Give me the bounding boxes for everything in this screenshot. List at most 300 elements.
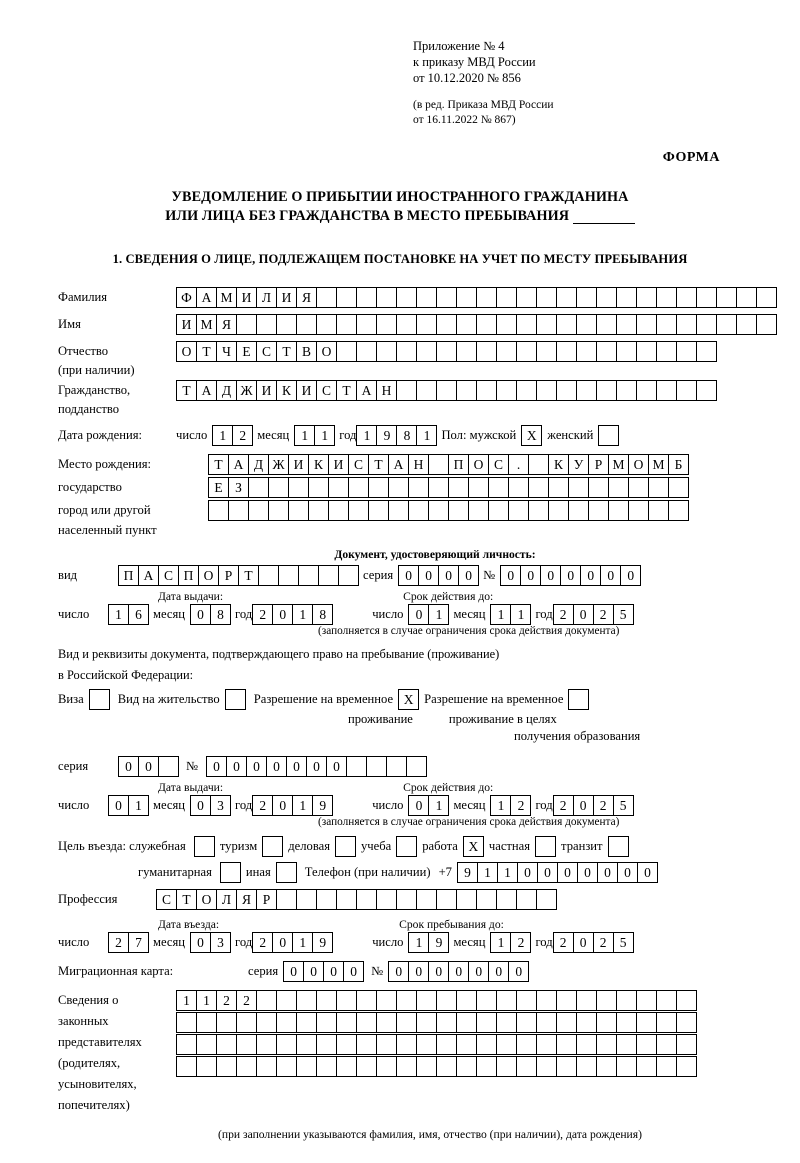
cell[interactable]: 2 xyxy=(216,990,237,1011)
cell[interactable]: С xyxy=(156,889,177,910)
id-type-input[interactable] xyxy=(118,565,358,586)
cell[interactable] xyxy=(648,500,669,521)
cell[interactable] xyxy=(216,1012,237,1033)
cell[interactable]: 1 xyxy=(428,604,449,625)
cell[interactable] xyxy=(176,1056,197,1077)
cell[interactable]: А xyxy=(356,380,377,401)
purpose-private-checkbox[interactable] xyxy=(535,836,556,857)
cell[interactable] xyxy=(416,889,437,910)
cell[interactable]: С xyxy=(158,565,179,586)
cell[interactable] xyxy=(636,1012,657,1033)
cell[interactable]: 0 xyxy=(190,604,211,625)
cell[interactable] xyxy=(616,1012,637,1033)
id-valid-year-input[interactable] xyxy=(553,604,633,625)
cell[interactable] xyxy=(516,287,537,308)
cell[interactable]: Я xyxy=(236,889,257,910)
cell[interactable] xyxy=(616,341,637,362)
cell[interactable]: 2 xyxy=(553,795,574,816)
cell[interactable] xyxy=(656,287,677,308)
cell[interactable]: 0 xyxy=(500,565,521,586)
cell[interactable]: 0 xyxy=(537,862,558,883)
sex-female-checkbox[interactable] xyxy=(598,425,619,446)
cell[interactable] xyxy=(376,990,397,1011)
cell[interactable] xyxy=(448,500,469,521)
cell[interactable] xyxy=(476,1012,497,1033)
cell[interactable] xyxy=(256,1012,277,1033)
cell[interactable] xyxy=(656,1056,677,1077)
cell[interactable]: В xyxy=(296,341,317,362)
cell[interactable]: Ч xyxy=(216,341,237,362)
cell[interactable]: 0 xyxy=(326,756,347,777)
cell[interactable] xyxy=(508,500,529,521)
purpose-study-checkbox[interactable] xyxy=(396,836,417,857)
id-issue-year-input[interactable] xyxy=(252,604,332,625)
cell[interactable]: 0 xyxy=(323,961,344,982)
entry-year-input[interactable] xyxy=(252,932,332,953)
cell[interactable] xyxy=(356,1012,377,1033)
cell[interactable]: 0 xyxy=(226,756,247,777)
cell[interactable] xyxy=(556,1034,577,1055)
cell[interactable] xyxy=(656,1034,677,1055)
permit-valid-month-input[interactable] xyxy=(490,795,530,816)
cell[interactable]: А xyxy=(388,454,409,475)
cell[interactable] xyxy=(356,287,377,308)
cell[interactable]: 7 xyxy=(128,932,149,953)
migration-series-input[interactable] xyxy=(283,961,363,982)
cell[interactable]: 0 xyxy=(108,795,129,816)
cell[interactable]: 0 xyxy=(408,795,429,816)
cell[interactable] xyxy=(536,990,557,1011)
cell[interactable]: 6 xyxy=(128,604,149,625)
cell[interactable] xyxy=(476,990,497,1011)
cell[interactable]: И xyxy=(296,380,317,401)
name-input[interactable] xyxy=(176,314,776,335)
cell[interactable] xyxy=(328,477,349,498)
cell[interactable] xyxy=(676,990,697,1011)
cell[interactable] xyxy=(456,287,477,308)
cell[interactable]: 3 xyxy=(210,932,231,953)
cell[interactable]: 1 xyxy=(294,425,315,446)
cell[interactable]: 5 xyxy=(613,795,634,816)
cell[interactable] xyxy=(656,314,677,335)
cell[interactable] xyxy=(528,454,549,475)
cell[interactable]: 0 xyxy=(573,604,594,625)
cell[interactable] xyxy=(428,500,449,521)
cell[interactable]: 8 xyxy=(312,604,333,625)
cell[interactable] xyxy=(596,380,617,401)
cell[interactable]: А xyxy=(196,287,217,308)
cell[interactable]: 0 xyxy=(458,565,479,586)
cell[interactable] xyxy=(456,1012,477,1033)
cell[interactable] xyxy=(496,889,517,910)
cell[interactable] xyxy=(528,500,549,521)
cell[interactable]: 0 xyxy=(190,932,211,953)
cell[interactable] xyxy=(316,314,337,335)
cell[interactable]: Ж xyxy=(268,454,289,475)
cell[interactable] xyxy=(376,314,397,335)
cell[interactable]: 0 xyxy=(520,565,541,586)
cell[interactable] xyxy=(476,314,497,335)
cell[interactable] xyxy=(596,1056,617,1077)
cell[interactable]: 2 xyxy=(510,932,531,953)
stay-month-input[interactable] xyxy=(490,932,530,953)
cell[interactable] xyxy=(756,314,777,335)
cell[interactable] xyxy=(316,287,337,308)
cell[interactable]: О xyxy=(628,454,649,475)
cell[interactable] xyxy=(456,314,477,335)
cell[interactable]: У xyxy=(568,454,589,475)
cell[interactable] xyxy=(336,889,357,910)
cell[interactable] xyxy=(576,1012,597,1033)
cell[interactable] xyxy=(176,1034,197,1055)
cell[interactable] xyxy=(346,756,367,777)
cell[interactable] xyxy=(516,341,537,362)
cell[interactable]: Ж xyxy=(236,380,257,401)
cell[interactable] xyxy=(536,380,557,401)
surname-input[interactable] xyxy=(176,287,776,308)
cell[interactable] xyxy=(298,565,319,586)
cell[interactable] xyxy=(278,565,299,586)
cell[interactable] xyxy=(356,341,377,362)
cell[interactable]: 0 xyxy=(448,961,469,982)
cell[interactable]: 2 xyxy=(553,932,574,953)
cell[interactable] xyxy=(318,565,339,586)
cell[interactable]: 0 xyxy=(573,932,594,953)
cell[interactable]: А xyxy=(196,380,217,401)
cell[interactable] xyxy=(556,1056,577,1077)
cell[interactable]: О xyxy=(176,341,197,362)
cell[interactable] xyxy=(296,889,317,910)
cell[interactable]: 0 xyxy=(398,565,419,586)
cell[interactable]: 9 xyxy=(376,425,397,446)
cell[interactable] xyxy=(456,990,477,1011)
cell[interactable] xyxy=(296,1034,317,1055)
cell[interactable] xyxy=(536,889,557,910)
cell[interactable]: 2 xyxy=(252,604,273,625)
cell[interactable] xyxy=(356,990,377,1011)
cell[interactable] xyxy=(468,500,489,521)
cell[interactable] xyxy=(588,477,609,498)
cell[interactable] xyxy=(576,1056,597,1077)
cell[interactable] xyxy=(516,990,537,1011)
cell[interactable] xyxy=(636,1056,657,1077)
profession-input[interactable] xyxy=(156,889,556,910)
cell[interactable] xyxy=(576,341,597,362)
cell[interactable] xyxy=(436,380,457,401)
cell[interactable]: Т xyxy=(336,380,357,401)
cell[interactable]: 1 xyxy=(292,604,313,625)
cell[interactable] xyxy=(616,287,637,308)
cell[interactable]: Д xyxy=(248,454,269,475)
cell[interactable] xyxy=(388,477,409,498)
cell[interactable] xyxy=(396,314,417,335)
cell[interactable] xyxy=(308,477,329,498)
cell[interactable] xyxy=(636,314,657,335)
cell[interactable]: К xyxy=(308,454,329,475)
cell[interactable]: 0 xyxy=(637,862,658,883)
cell[interactable]: Ф xyxy=(176,287,197,308)
cell[interactable] xyxy=(476,1056,497,1077)
cell[interactable]: 2 xyxy=(593,795,614,816)
cell[interactable] xyxy=(656,1012,677,1033)
cell[interactable] xyxy=(196,1056,217,1077)
cell[interactable] xyxy=(396,889,417,910)
cell[interactable]: 0 xyxy=(272,795,293,816)
cell[interactable] xyxy=(656,380,677,401)
cell[interactable] xyxy=(408,500,429,521)
cell[interactable]: 0 xyxy=(488,961,509,982)
cell[interactable]: Я xyxy=(216,314,237,335)
birth-place-locality-input[interactable] xyxy=(208,500,688,521)
cell[interactable] xyxy=(756,287,777,308)
cell[interactable] xyxy=(556,314,577,335)
cell[interactable] xyxy=(508,477,529,498)
cell[interactable] xyxy=(696,380,717,401)
cell[interactable] xyxy=(396,1012,417,1033)
cell[interactable]: Б xyxy=(668,454,689,475)
cell[interactable] xyxy=(536,1056,557,1077)
cell[interactable] xyxy=(476,380,497,401)
cell[interactable]: С xyxy=(256,341,277,362)
cell[interactable] xyxy=(256,990,277,1011)
cell[interactable] xyxy=(496,314,517,335)
cell[interactable]: С xyxy=(316,380,337,401)
cell[interactable] xyxy=(416,990,437,1011)
cell[interactable] xyxy=(396,1056,417,1077)
cell[interactable]: С xyxy=(488,454,509,475)
cell[interactable] xyxy=(576,990,597,1011)
cell[interactable] xyxy=(616,1056,637,1077)
cell[interactable]: 0 xyxy=(557,862,578,883)
stay-day-input[interactable] xyxy=(408,932,448,953)
cell[interactable] xyxy=(276,1012,297,1033)
cell[interactable]: 0 xyxy=(408,961,429,982)
cell[interactable] xyxy=(258,565,279,586)
cell[interactable] xyxy=(336,314,357,335)
cell[interactable] xyxy=(628,477,649,498)
cell[interactable] xyxy=(676,380,697,401)
cell[interactable] xyxy=(616,380,637,401)
cell[interactable] xyxy=(328,500,349,521)
cell[interactable]: К xyxy=(548,454,569,475)
cell[interactable]: 0 xyxy=(303,961,324,982)
cell[interactable]: О xyxy=(196,889,217,910)
cell[interactable]: 0 xyxy=(418,565,439,586)
cell[interactable]: 0 xyxy=(118,756,139,777)
cell[interactable] xyxy=(596,287,617,308)
cell[interactable]: Т xyxy=(176,380,197,401)
cell[interactable]: И xyxy=(288,454,309,475)
cell[interactable] xyxy=(336,1056,357,1077)
cell[interactable] xyxy=(236,314,257,335)
temp-residence-checkbox[interactable]: X xyxy=(398,689,419,710)
cell[interactable] xyxy=(396,1034,417,1055)
cell[interactable]: 0 xyxy=(428,961,449,982)
cell[interactable]: 1 xyxy=(196,990,217,1011)
cell[interactable]: П xyxy=(178,565,199,586)
cell[interactable] xyxy=(268,477,289,498)
legal-rep-row-1[interactable] xyxy=(176,990,696,1011)
cell[interactable]: И xyxy=(176,314,197,335)
cell[interactable] xyxy=(536,341,557,362)
cell[interactable] xyxy=(388,500,409,521)
cell[interactable] xyxy=(536,1012,557,1033)
purpose-transit-checkbox[interactable] xyxy=(608,836,629,857)
cell[interactable] xyxy=(236,1012,257,1033)
cell[interactable]: Т xyxy=(208,454,229,475)
cell[interactable] xyxy=(516,1056,537,1077)
cell[interactable] xyxy=(496,1012,517,1033)
cell[interactable] xyxy=(316,889,337,910)
birth-year-input[interactable] xyxy=(356,425,436,446)
cell[interactable] xyxy=(436,1056,457,1077)
cell[interactable] xyxy=(548,477,569,498)
cell[interactable] xyxy=(496,341,517,362)
cell[interactable]: 9 xyxy=(457,862,478,883)
cell[interactable] xyxy=(356,1056,377,1077)
cell[interactable]: О xyxy=(468,454,489,475)
cell[interactable] xyxy=(568,500,589,521)
cell[interactable] xyxy=(416,1034,437,1055)
cell[interactable]: Р xyxy=(218,565,239,586)
cell[interactable] xyxy=(196,1034,217,1055)
cell[interactable] xyxy=(296,314,317,335)
cell[interactable] xyxy=(456,1034,477,1055)
cell[interactable] xyxy=(256,1056,277,1077)
cell[interactable]: К xyxy=(276,380,297,401)
cell[interactable] xyxy=(456,889,477,910)
cell[interactable] xyxy=(576,287,597,308)
cell[interactable]: 1 xyxy=(108,604,129,625)
cell[interactable] xyxy=(568,477,589,498)
cell[interactable]: 0 xyxy=(577,862,598,883)
cell[interactable] xyxy=(376,341,397,362)
cell[interactable]: 5 xyxy=(613,932,634,953)
id-number-input[interactable] xyxy=(500,565,640,586)
birth-place-city-input[interactable] xyxy=(208,477,688,498)
cell[interactable] xyxy=(316,1034,337,1055)
cell[interactable]: 1 xyxy=(477,862,498,883)
cell[interactable] xyxy=(196,1012,217,1033)
cell[interactable] xyxy=(516,380,537,401)
cell[interactable] xyxy=(668,500,689,521)
cell[interactable] xyxy=(696,341,717,362)
cell[interactable] xyxy=(158,756,179,777)
cell[interactable] xyxy=(436,341,457,362)
cell[interactable]: 0 xyxy=(573,795,594,816)
cell[interactable] xyxy=(528,477,549,498)
cell[interactable] xyxy=(348,500,369,521)
cell[interactable] xyxy=(616,1034,637,1055)
cell[interactable] xyxy=(556,990,577,1011)
cell[interactable]: Т xyxy=(276,341,297,362)
permit-series-input[interactable] xyxy=(118,756,178,777)
cell[interactable]: 0 xyxy=(272,932,293,953)
cell[interactable] xyxy=(276,990,297,1011)
cell[interactable] xyxy=(336,341,357,362)
cell[interactable]: А xyxy=(228,454,249,475)
cell[interactable] xyxy=(336,1012,357,1033)
cell[interactable] xyxy=(656,990,677,1011)
cell[interactable] xyxy=(576,1034,597,1055)
cell[interactable] xyxy=(436,990,457,1011)
cell[interactable] xyxy=(356,314,377,335)
cell[interactable] xyxy=(636,341,657,362)
cell[interactable] xyxy=(288,500,309,521)
cell[interactable]: Р xyxy=(588,454,609,475)
permit-number-input[interactable] xyxy=(206,756,426,777)
cell[interactable]: Т xyxy=(368,454,389,475)
cell[interactable]: 1 xyxy=(314,425,335,446)
permit-issue-day-input[interactable] xyxy=(108,795,148,816)
cell[interactable]: 2 xyxy=(593,932,614,953)
cell[interactable]: 0 xyxy=(560,565,581,586)
cell[interactable] xyxy=(368,500,389,521)
cell[interactable]: Д xyxy=(216,380,237,401)
purpose-humanitarian-checkbox[interactable] xyxy=(220,862,241,883)
permit-valid-year-input[interactable] xyxy=(553,795,633,816)
cell[interactable] xyxy=(436,1012,457,1033)
birth-day-input[interactable] xyxy=(212,425,252,446)
cell[interactable]: 1 xyxy=(510,604,531,625)
cell[interactable]: 8 xyxy=(396,425,417,446)
cell[interactable] xyxy=(376,1056,397,1077)
cell[interactable] xyxy=(416,380,437,401)
cell[interactable]: 9 xyxy=(312,932,333,953)
cell[interactable] xyxy=(376,1034,397,1055)
cell[interactable] xyxy=(496,380,517,401)
cell[interactable]: 1 xyxy=(292,795,313,816)
purpose-tourism-checkbox[interactable] xyxy=(262,836,283,857)
cell[interactable] xyxy=(236,1056,257,1077)
cell[interactable]: А xyxy=(138,565,159,586)
cell[interactable] xyxy=(596,341,617,362)
legal-rep-row-4[interactable] xyxy=(176,1056,696,1077)
cell[interactable] xyxy=(348,477,369,498)
cell[interactable] xyxy=(516,314,537,335)
cell[interactable]: И xyxy=(236,287,257,308)
cell[interactable] xyxy=(216,1034,237,1055)
cell[interactable]: Я xyxy=(296,287,317,308)
cell[interactable]: С xyxy=(348,454,369,475)
cell[interactable] xyxy=(248,500,269,521)
cell[interactable]: 0 xyxy=(620,565,641,586)
cell[interactable]: 0 xyxy=(283,961,304,982)
permit-issue-month-input[interactable] xyxy=(190,795,230,816)
cell[interactable] xyxy=(716,314,737,335)
cell[interactable]: Н xyxy=(376,380,397,401)
cell[interactable] xyxy=(596,1012,617,1033)
cell[interactable] xyxy=(676,287,697,308)
cell[interactable] xyxy=(416,287,437,308)
cell[interactable] xyxy=(596,314,617,335)
cell[interactable] xyxy=(736,287,757,308)
cell[interactable] xyxy=(366,756,387,777)
purpose-business-checkbox[interactable] xyxy=(335,836,356,857)
purpose-work-checkbox[interactable]: X xyxy=(463,836,484,857)
residence-permit-checkbox[interactable] xyxy=(225,689,246,710)
visa-checkbox[interactable] xyxy=(89,689,110,710)
cell[interactable] xyxy=(376,1012,397,1033)
cell[interactable] xyxy=(676,314,697,335)
birth-month-input[interactable] xyxy=(294,425,334,446)
cell[interactable] xyxy=(496,1056,517,1077)
cell[interactable] xyxy=(336,287,357,308)
cell[interactable]: И xyxy=(328,454,349,475)
id-valid-day-input[interactable] xyxy=(408,604,448,625)
cell[interactable] xyxy=(536,287,557,308)
cell[interactable] xyxy=(536,1034,557,1055)
